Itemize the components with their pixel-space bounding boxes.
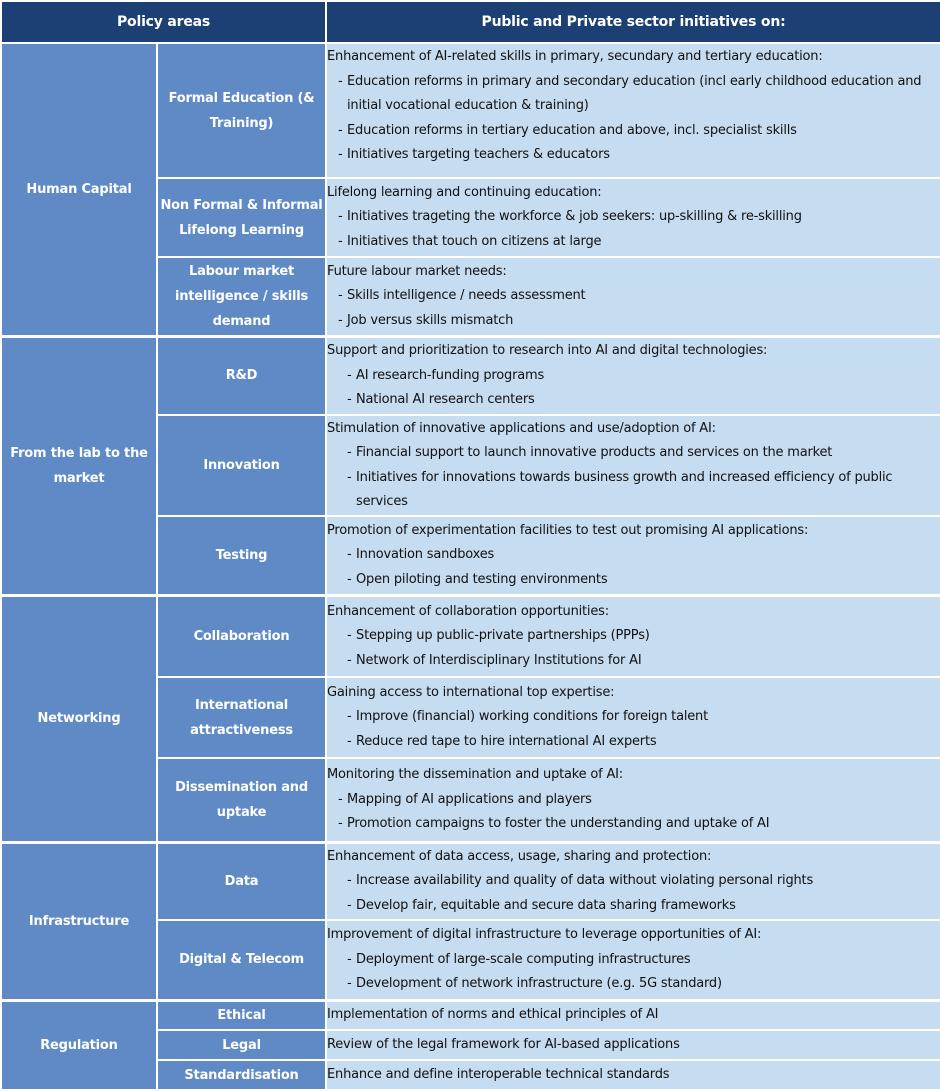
initiative-list — [327, 70, 940, 168]
area-lab-to-market: From the lab to the market — [1, 336, 157, 595]
initiative-list — [327, 205, 940, 254]
initiative-summary: Improvement of digital infrastructure to leverage opportunities of AI: — [327, 927, 762, 942]
initiative-list — [327, 624, 940, 673]
initiative-summary: Enhancement of AI-related skills in primary, secundary and tertiary education: — [327, 49, 823, 64]
sub-area-formal-education: Formal Education (& Training) — [157, 43, 326, 178]
sub-area-international-attractiveness: International attractiveness — [157, 677, 326, 758]
initiative-list — [327, 948, 940, 997]
initiative-cell — [326, 677, 940, 758]
list-item: - Skills intelligence / needs assessment — [327, 284, 940, 309]
initiative-cell: Implementation of norms and ethical principles of AI — [326, 1000, 940, 1030]
list-item: - Network of Interdisciplinary Institutions for AI — [327, 649, 940, 674]
initiative-list — [327, 441, 940, 515]
list-item: - Mapping of AI applications and players — [327, 788, 940, 813]
list-item: - Stepping up public-private partnerships (PPPs) — [327, 624, 940, 649]
header-policy-areas: Policy areas — [1, 1, 326, 43]
initiative-cell — [326, 920, 940, 1000]
list-item: - Development of network infrastructure (e.g. 5G standard) — [327, 972, 940, 997]
initiative-list — [327, 364, 940, 413]
sub-area-data: Data — [157, 842, 326, 920]
initiative-list — [327, 543, 940, 592]
initiative-summary: Enhancement of data access, usage, sharing and protection: — [327, 848, 712, 864]
list-item: - Initiatives trageting the workforce & job seekers: up-skilling & re-skilling — [327, 205, 940, 230]
list-item: - Develop fair, equitable and secure data sharing frameworks — [327, 894, 940, 919]
list-item: - Innovation sandboxes — [327, 543, 940, 568]
list-item: - Initiatives that touch on citizens at large — [327, 230, 940, 255]
sub-area-standardisation: Standardisation — [157, 1060, 326, 1090]
list-item: - Initiatives for innovations towards business growth and increased efficiency of public services — [327, 466, 940, 515]
table-row — [1, 595, 940, 677]
initiative-summary: Lifelong learning and continuing education: — [327, 184, 602, 200]
sub-area-dissemination: Dissemination and uptake — [157, 758, 326, 842]
sub-area-labour-market: Labour market intelligence / skills demand — [157, 257, 326, 336]
list-item: - Improve (financial) working conditions for foreign talent — [327, 705, 940, 730]
list-item: - Education reforms in primary and secondary education (incl early childhood education and initial vocational education & training) — [327, 70, 940, 119]
initiative-cell — [326, 336, 940, 415]
list-item: - Job versus skills mismatch — [327, 309, 940, 334]
table-row — [1, 336, 940, 415]
sub-area-testing: Testing — [157, 516, 326, 595]
initiative-cell: Review of the legal framework for AI-based applications — [326, 1030, 940, 1060]
list-item: - Open piloting and testing environments — [327, 568, 940, 593]
list-item: - Financial support to launch innovative products and services on the market — [327, 441, 940, 466]
list-item: - Reduce red tape to hire international AI experts — [327, 730, 940, 755]
initiative-summary: Stimulation of innovative applications and use/adoption of AI: — [327, 420, 716, 436]
list-item: - National AI research centers — [327, 388, 940, 413]
initiative-summary: Support and prioritization to research into AI and digital technologies: — [327, 343, 768, 358]
sub-area-innovation: Innovation — [157, 415, 326, 516]
sub-area-legal: Legal — [157, 1030, 326, 1060]
sub-area-non-formal-learning: Non Formal & Informal Lifelong Learning — [157, 178, 326, 257]
initiative-list — [327, 284, 940, 333]
initiative-list — [327, 869, 940, 918]
table-row — [1, 43, 940, 178]
initiative-cell: Enhance and define interoperable technical standards — [326, 1060, 940, 1090]
initiative-summary: Gaining access to international top expertise: — [327, 684, 615, 700]
initiative-summary: Enhancement of collaboration opportunities: — [327, 603, 609, 619]
area-human-capital: Human Capital — [1, 43, 157, 336]
sub-area-rnd: R&D — [157, 336, 326, 415]
list-item: - Deployment of large-scale computing infrastructures — [327, 948, 940, 973]
initiative-cell — [326, 595, 940, 677]
initiative-summary: Monitoring the dissemination and uptake of AI: — [327, 767, 623, 782]
list-item: - Promotion campaigns to foster the understanding and uptake of AI — [327, 812, 940, 837]
list-item: - Education reforms in tertiary education and above, incl. specialist skills — [327, 119, 940, 144]
table-row — [1, 842, 940, 920]
initiative-cell — [326, 758, 940, 842]
initiative-list — [327, 705, 940, 754]
sub-area-ethical: Ethical — [157, 1000, 326, 1030]
area-regulation: Regulation — [1, 1000, 157, 1090]
area-infrastructure: Infrastructure — [1, 842, 157, 1000]
area-networking: Networking — [1, 595, 157, 842]
initiative-cell — [326, 178, 940, 257]
list-item: - Initiatives targeting teachers & educators — [327, 143, 940, 168]
initiative-list — [327, 788, 940, 837]
initiative-summary: Promotion of experimentation facilities to test out promising AI applications: — [327, 522, 809, 538]
initiative-summary: Future labour market needs: — [327, 263, 507, 279]
sub-area-collaboration: Collaboration — [157, 595, 326, 677]
initiative-cell — [326, 415, 940, 516]
header-initiatives: Public and Private sector initiatives on: — [326, 1, 940, 43]
list-item: - AI research-funding programs — [327, 364, 940, 389]
initiative-cell — [326, 43, 940, 178]
table-row — [1, 1000, 940, 1030]
initiative-cell — [326, 516, 940, 595]
initiative-cell — [326, 257, 940, 336]
list-item: - Increase availability and quality of data without violating personal rights — [327, 869, 940, 894]
initiative-cell — [326, 842, 940, 920]
header-row — [1, 1, 940, 43]
sub-area-digital-telecom: Digital & Telecom — [157, 920, 326, 1000]
